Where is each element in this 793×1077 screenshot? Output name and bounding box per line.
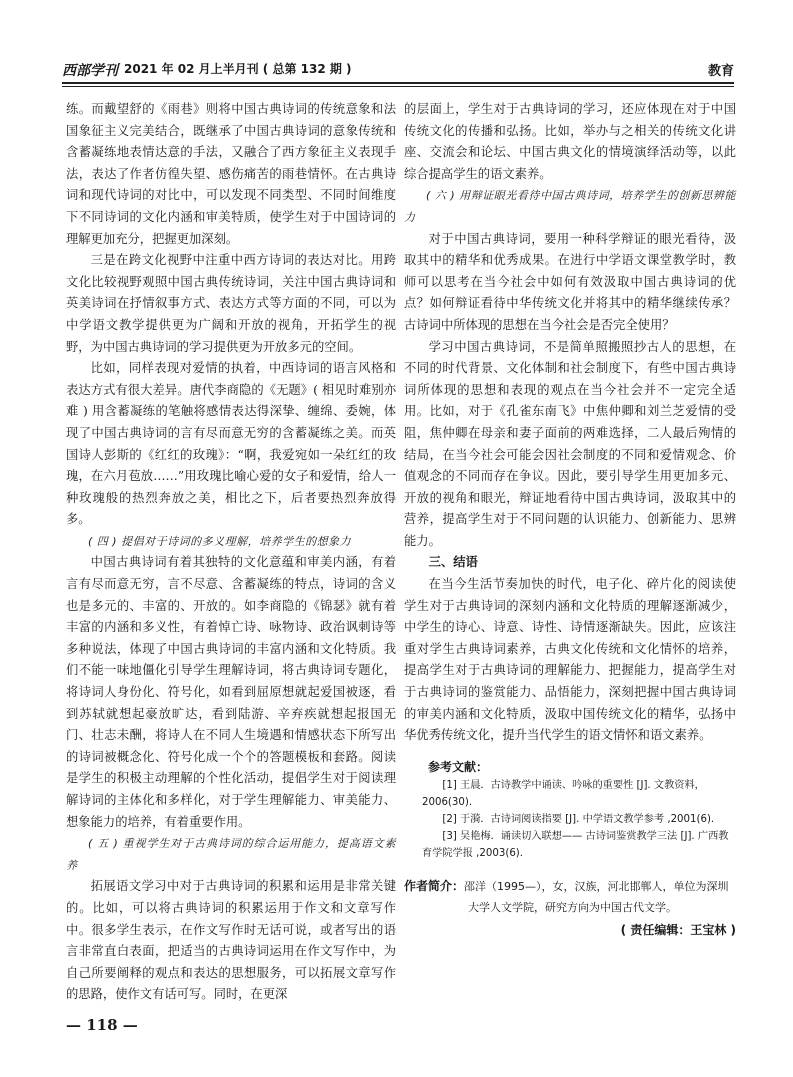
references [404, 757, 736, 862]
paragraph: 对于中国古典诗词，要用一种科学辩证的眼光看待，汲取其中的精华和优秀成果。在进行中学语文课堂教学时，教师可以思考在当今社会中如何有效汲取中国古典诗词的优点？如何辩证看待中华传统文化并将其中的精华继续传承？古诗词中所体现的思想在当今社会是否完全使用？ [404, 231, 736, 332]
right-column-body [404, 99, 736, 747]
paragraph-continued: 练。而戴望舒的《雨巷》则将中国古典诗词的传统意象和法国象征主义完美结合，既继承了中国古典诗词的意象传统和含蓄凝练地表情达意的手法，又融合了西方象征主义表现手法，表达了作者仿徨失望、感伤痛苦的雨巷情怀。在古典诗词和现代诗词的对比中，可以发现不同类型、不同时间维度下不同诗词的文化内涵和审美特质，使学生对于中国诗词的理解更加充分，把握更加深刻。 [66, 102, 396, 246]
subsection-heading: ( 六 ) 用辩证眼光看待中国古典诗词，培养学生的创新思辨能力 [404, 189, 736, 224]
left-column [66, 99, 396, 1006]
paragraph-continued: 的层面上，学生对于古典诗词的学习，还应体现在对于中国传统文化的传播和弘扬。比如，举办与之相关的传统文化讲座、交流会和论坛、中国古典文化的情境演绎活动等，以此综合提高学生的语文素养。 [404, 102, 736, 181]
paragraph: 拓展语文学习中对于古典诗词的积累和运用是非常关键的。比如，可以将古典诗词的积累运用于作文和文章写作中。很多学生表示，在作文写作时无话可说，或者写出的语言非常直白表面，把适当的古典诗词运用在作文写作中，为自己所要阐释的观点和表达的思想服务，可以拓展文章写作的思路，使作文有话可写。同时，在更深 [66, 879, 396, 1002]
editor-note: ( 责任编辑：王宝林 ) [620, 922, 736, 937]
references-title: 参考文献： [428, 759, 489, 774]
journal-logo: 西部学刊 [62, 63, 118, 79]
right-column [404, 99, 736, 940]
paragraph: 在当今生活节奏加快的时代，电子化、碎片化的阅读使学生对于古典诗词的深刻内涵和文化特质的理解逐渐减少，中学生的诗心、诗意、诗性、诗情逐渐缺失。因此，应该注重对学生古典诗词素养，古典文化传统和文化情怀的培养，提高学生对于古典诗词的理解能力、把握能力，提高学生对于古典诗词的鉴赏能力、品悟能力，深刻把握中国古典诗词的审美内涵和文化特质，汲取中国传统文化的精华，弘扬中华优秀传统文化，提升当代学生的语文情怀和语文素养。 [404, 577, 736, 743]
paragraph: 中国古典诗词有着其独特的文化意蕴和审美内涵，有着言有尽而意无穷，言不尽意、含蓄凝练的特点，诗词的含义也是多元的、丰富的、开放的。如李商隐的《锦瑟》就有着丰富的内涵和多义性，有着悼亡诗、咏物诗、政治讽刺诗等多种说法，体现了中国古典诗词的丰富内涵和文化特质。我们不能一味地僵化引导学生理解诗词，将古典诗词专题化，将诗词人身份化、符号化，如看到屈原想就起爱国被逐，看到苏轼就想起豪放旷达，看到陆游、辛弃疾就想起报国无门、壮志未酬，将诗人在不同人生境遇和情感状态下所写出的诗词被概念化、符号化成一个个的答题模板和套路。阅读是学生的积极主动理解的个性化活动，提倡学生对于阅读理解诗词的主体化和多样化，对于学生理解能力、审美能力、想象能力的培养，有着重要作用。 [66, 555, 396, 829]
section-heading: 三、结语 [428, 555, 478, 570]
subsection-heading: ( 五 ) 重视学生对于古典诗词的综合运用能力，提高语文素养 [66, 837, 396, 872]
header-rule-thin [62, 86, 734, 87]
header-rule-thick [62, 82, 734, 84]
paragraph: 三是在跨文化视野中注重中西方诗词的表达对比。用跨文化比较视野观照中国古典传统诗词，关注中国古典诗词和英美诗词在抒情叙事方式、表达方式等方面的不同，可以为中学语文教学提供更为广阔和开放的视角，开拓学生的视野，为中国古典诗词的学习提供更为开放多元的空间。 [66, 253, 396, 354]
subsection-heading: ( 四 ) 提倡对于诗词的多义理解，培养学生的想象力 [88, 534, 352, 548]
section-label: 教育 [707, 64, 734, 79]
reference-item: [2] 于漪．古诗词阅读指要 [J]. 中学语文教学参考 ,2001(6). [442, 813, 715, 825]
paragraph: 学习中国古典诗词，不是简单照搬照抄古人的思想，在不同的时代背景、文化体制和社会制度下，有些中国古典诗词所体现的思想和表现的观点在当今社会并不一定完全适用。比如，对于《孔雀东南飞》中焦仲卿和刘兰芝爱情的受阻，焦仲卿在母亲和妻子面前的两难选择，二人最后殉情的结局，在当今社会可能会因社会制度的不同和爱情观念、价值观念的不同而存在争议。因此，要引导学生用更加多元、开放的视角和眼光，辩证地看待中国古典诗词，汲取其中的营养，提高学生对于不同问题的认识能力、创新能力、思辨能力。 [404, 339, 736, 548]
page-number: — 118 — [66, 1016, 138, 1034]
author-text: 邵洋（1995—），女，汉族，河北邯郸人，单位为深圳大学人文学院，研究方向为中国古代文学。 [464, 879, 729, 914]
author-label: 作者简介： [404, 878, 465, 893]
issue-info: 2021 年 02 月上半月刊 ( 总第 132 期 ) [124, 62, 352, 76]
page-header [62, 60, 734, 80]
paragraph: 比如，同样表现对爱情的执着，中西诗词的语言风格和表达方式有很大差异。唐代李商隐的《无题》( 相见时难别亦难 ) 用含蓄凝练的笔触将感情表达得深挚、缠绵、委婉，体现了中国古典诗词的言有尽而意无穷的含蓄凝练之美。而英国诗人彭斯的《红红的玫瑰》：“啊，我爱宛如一朵红红的玫瑰，在六月苞放……”用玫瑰比喻心爱的女子和爱情，给人一种玫瑰般的热烈奔放之美，相比之下，后者要热烈奔放得多。 [66, 361, 396, 527]
reference-item: [1] 王晨．古诗教学中诵读、吟咏的重要性 [J]. 文教资料，2006(30). [422, 779, 705, 808]
reference-item: [3] 吴艳梅．诵读切入联想—— 古诗词鉴赏教学三法 [J]. 广西教育学院学报 ,2003(6). [422, 830, 729, 859]
author-bio [404, 876, 736, 918]
